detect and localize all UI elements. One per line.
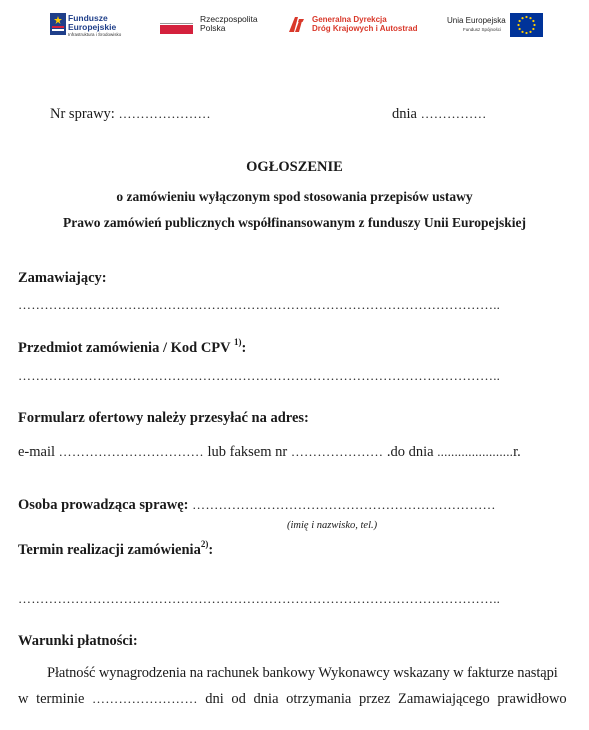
gddkia-logo-line1: Generalna Dyrekcja [312,15,387,24]
fundusze-europejskie-logo-icon [50,13,66,35]
deadline-label: .do dnia [383,444,438,460]
case-number-field[interactable]: ………………… [118,106,211,121]
case-number-label: Nr sprawy: [50,106,119,122]
case-number-line [50,106,211,123]
rzeczpospolita-logo-line1: Rzeczpospolita [200,14,258,24]
polish-flag-icon [160,23,193,34]
deadline-realization-colon: : [208,542,214,558]
offer-contact-line [18,444,521,461]
contact-person-line [18,497,496,514]
ordering-party-label: Zamawiający: [18,270,107,286]
contact-person-field[interactable]: …………………………………………………………… [192,497,496,512]
payment-terms-para-line1: Płatność wynagrodzenia na rachunek bankowy Wykonawcy wskazany w fakturze nastąpi [47,665,558,681]
payment-days-field[interactable]: …………………… [92,691,198,706]
payment-terms-start: w terminie [18,691,93,707]
payment-terms-para-line2 [18,691,567,708]
subtitle-line1: o zamówieniu wyłączonym spod stosowania przepisów ustawy [116,189,473,204]
date-line [392,106,487,123]
subject-label-colon: : [241,340,247,356]
payment-terms-label: Warunki płatności: [18,633,138,649]
deadline-year-suffix: r. [513,444,521,460]
subject-field[interactable]: ……………………………………………………………………………………………….. [18,368,501,383]
date-label: dnia [392,106,421,122]
subject-label [18,337,247,357]
deadline-realization-field[interactable]: ……………………………………………………………………………………………….. [18,591,501,606]
rzeczpospolita-logo-line2: Polska [200,23,226,33]
unia-logo-line2: Fundusz Spójności [463,27,502,32]
subtitle-line2: Prawo zamówień publicznych współfinansowanym z funduszy Unii Europejskiej [63,215,526,230]
subject-label-text: Przedmiot zamówienia / Kod CPV [18,340,234,356]
fundusze-logo-line3: Infrastruktura i Środowisko [68,32,122,37]
date-field[interactable]: …………… [420,106,487,121]
email-field[interactable]: …………………………… [58,444,204,459]
contact-person-hint: (imię i nazwisko, tel.) [287,520,378,531]
deadline-realization-text: Termin realizacji zamówienia [18,542,201,558]
fax-field[interactable]: ………………… [290,444,384,459]
payment-terms-end: dni od dnia otrzymania przez Zamawiającego prawidłowo [197,691,567,707]
contact-person-label: Osoba prowadząca sprawę: [18,497,193,513]
fundusze-logo-line2: Europejskie [68,22,117,32]
unia-logo-line1: Unia Europejska [447,16,506,25]
fundusze-logo-line1: Fundusze [68,13,108,23]
eu-flag-icon [510,13,543,37]
ordering-party-field[interactable]: ……………………………………………………………………………………………….. [18,297,501,312]
gddkia-logo-line2: Dróg Krajowych i Autostrad [312,24,418,33]
gddkia-logo-icon [287,15,306,34]
page-title: OGŁOSZENIE [246,159,343,175]
deadline-realization-label [18,539,214,559]
footnote-1-ref: 1) [234,337,242,347]
offer-form-label: Formularz ofertowy należy przesyłać na adres: [18,410,309,426]
email-label: e-mail [18,444,59,460]
footnote-2-ref: 2) [200,539,209,549]
deadline-field[interactable]: ...................... [437,444,514,459]
fax-label: lub faksem nr [203,444,291,460]
